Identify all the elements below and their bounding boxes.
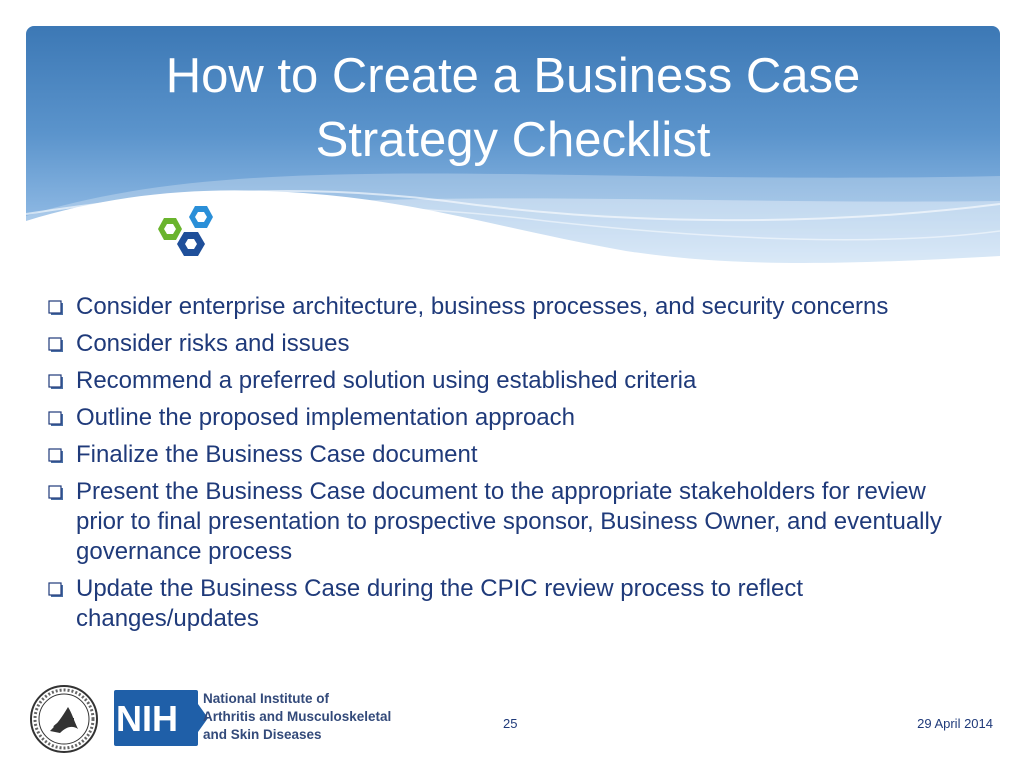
list-item bbox=[46, 292, 976, 322]
page-number: 25 bbox=[503, 716, 518, 731]
title-line-2: Strategy Checklist bbox=[315, 113, 711, 167]
checkbox-icon bbox=[48, 411, 64, 427]
bullet-text: Consider risks and issues bbox=[76, 330, 350, 357]
hhs-seal-icon bbox=[28, 683, 100, 755]
slide-date: 29 April 2014 bbox=[917, 716, 993, 731]
institute-name bbox=[203, 690, 391, 744]
institute-line-2: Arthritis and Musculoskeletal bbox=[203, 709, 392, 724]
list-item bbox=[46, 574, 976, 634]
bullet-text: Outline the proposed implementation approach bbox=[76, 404, 575, 431]
bullet-text: Present the Business Case document to the appropriate stakeholders for review prior to final presentation to prospective sponsor, Business Owner, and eventually governance process bbox=[76, 478, 942, 565]
list-item bbox=[46, 440, 976, 470]
checkbox-icon bbox=[48, 300, 64, 316]
list-item bbox=[46, 477, 976, 567]
bullet-text: Consider enterprise architecture, business processes, and security concerns bbox=[76, 293, 889, 320]
checkbox-icon bbox=[48, 485, 64, 501]
nih-logo-text: NIH bbox=[116, 698, 178, 739]
bullet-text: Update the Business Case during the CPIC review process to reflect changes/updates bbox=[76, 575, 804, 632]
bullet-text: Recommend a preferred solution using established criteria bbox=[76, 367, 697, 394]
checkbox-icon bbox=[48, 337, 64, 353]
list-item bbox=[46, 403, 976, 433]
checkbox-icon bbox=[48, 374, 64, 390]
list-item bbox=[46, 329, 976, 359]
title-line-1: How to Create a Business Case bbox=[165, 49, 861, 103]
hexagon-gears-icon bbox=[150, 202, 216, 268]
institute-line-3: and Skin Diseases bbox=[203, 727, 322, 742]
checklist bbox=[46, 292, 976, 641]
page-title bbox=[26, 44, 1000, 172]
checkbox-icon bbox=[48, 582, 64, 598]
list-item bbox=[46, 366, 976, 396]
checkbox-icon bbox=[48, 448, 64, 464]
bullet-text: Finalize the Business Case document bbox=[76, 441, 478, 468]
institute-line-1: National Institute of bbox=[203, 691, 329, 706]
